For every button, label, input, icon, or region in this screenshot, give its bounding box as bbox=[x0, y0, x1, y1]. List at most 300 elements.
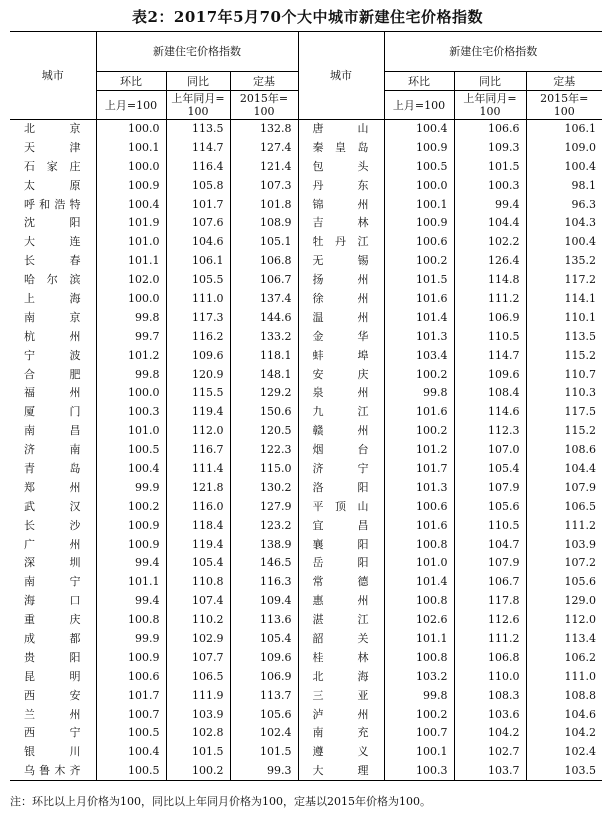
mom-cell: 103.4 bbox=[384, 346, 454, 365]
city-name-cell: 郑州 bbox=[24, 480, 82, 494]
yoy-cell: 111.0 bbox=[166, 290, 230, 309]
city-name-cell: 桂林 bbox=[298, 648, 384, 667]
city-name-cell: 赣州 bbox=[298, 422, 384, 441]
yoy-cell: 101.7 bbox=[166, 195, 230, 214]
city-name-cell: 海口 bbox=[24, 594, 82, 608]
city-name-cell: 徐州 bbox=[298, 290, 384, 309]
yoy-cell: 116.7 bbox=[166, 441, 230, 460]
table-row bbox=[10, 441, 602, 460]
mom-cell: 100.2 bbox=[384, 252, 454, 271]
base-cell: 105.6 bbox=[230, 705, 298, 724]
base-cell: 110.7 bbox=[526, 365, 602, 384]
city-name-cell: 常德 bbox=[298, 573, 384, 592]
mom-cell: 99.4 bbox=[96, 592, 166, 611]
base-cell: 108.9 bbox=[230, 214, 298, 233]
city-name-cell: 泸州 bbox=[298, 705, 384, 724]
yoy-cell: 111.9 bbox=[166, 686, 230, 705]
mom-cell: 101.3 bbox=[384, 327, 454, 346]
city-name-cell: 上海 bbox=[24, 291, 82, 305]
base-cell: 106.8 bbox=[230, 252, 298, 271]
yoy-cell: 111.2 bbox=[454, 290, 526, 309]
yoy-cell: 110.8 bbox=[166, 573, 230, 592]
city-name-cell: 三亚 bbox=[298, 686, 384, 705]
city-name-cell: 无锡 bbox=[298, 252, 384, 271]
yoy-cell: 104.6 bbox=[166, 233, 230, 252]
yoy-cell: 111.2 bbox=[454, 630, 526, 649]
header-yoy-left: 同比 bbox=[166, 72, 230, 91]
city-name-cell: 济宁 bbox=[298, 460, 384, 479]
table-row bbox=[10, 252, 602, 271]
yoy-cell: 120.9 bbox=[166, 365, 230, 384]
mom-cell: 100.9 bbox=[384, 138, 454, 157]
yoy-cell: 116.4 bbox=[166, 157, 230, 176]
mom-cell: 99.8 bbox=[384, 384, 454, 403]
base-cell: 114.1 bbox=[526, 290, 602, 309]
base-cell: 106.1 bbox=[526, 120, 602, 139]
yoy-cell: 104.2 bbox=[454, 724, 526, 743]
base-cell: 118.1 bbox=[230, 346, 298, 365]
city-name-cell: 北海 bbox=[298, 667, 384, 686]
mom-cell: 100.8 bbox=[384, 535, 454, 554]
mom-cell: 100.3 bbox=[96, 403, 166, 422]
base-cell: 138.9 bbox=[230, 535, 298, 554]
yoy-cell: 103.7 bbox=[454, 762, 526, 781]
mom-cell: 100.6 bbox=[96, 667, 166, 686]
mom-cell: 100.2 bbox=[384, 705, 454, 724]
mom-cell: 100.1 bbox=[96, 138, 166, 157]
yoy-cell: 112.0 bbox=[166, 422, 230, 441]
table-row bbox=[10, 630, 602, 649]
yoy-cell: 108.4 bbox=[454, 384, 526, 403]
base-cell: 129.0 bbox=[526, 592, 602, 611]
yoy-cell: 104.4 bbox=[454, 214, 526, 233]
base-cell: 146.5 bbox=[230, 554, 298, 573]
mom-cell: 99.9 bbox=[96, 478, 166, 497]
city-name-cell: 哈尔滨 bbox=[24, 273, 82, 287]
base-cell: 148.1 bbox=[230, 365, 298, 384]
yoy-cell: 105.5 bbox=[166, 271, 230, 290]
city-name-cell: 昆明 bbox=[24, 669, 82, 683]
table-row bbox=[10, 611, 602, 630]
city-name-cell: 南京 bbox=[24, 310, 82, 324]
city-name-cell: 北京 bbox=[24, 122, 82, 136]
base-cell: 109.0 bbox=[526, 138, 602, 157]
mom-cell: 100.4 bbox=[96, 195, 166, 214]
mom-cell: 101.5 bbox=[384, 271, 454, 290]
city-name-cell: 锦州 bbox=[298, 195, 384, 214]
base-cell: 130.2 bbox=[230, 478, 298, 497]
base-cell: 115.2 bbox=[526, 346, 602, 365]
table-row bbox=[10, 290, 602, 309]
yoy-cell: 104.7 bbox=[454, 535, 526, 554]
base-cell: 113.7 bbox=[230, 686, 298, 705]
mom-cell: 101.2 bbox=[96, 346, 166, 365]
table-row bbox=[10, 327, 602, 346]
mom-cell: 101.1 bbox=[96, 252, 166, 271]
base-cell: 104.6 bbox=[526, 705, 602, 724]
yoy-cell: 102.7 bbox=[454, 743, 526, 762]
city-name-cell: 平顶山 bbox=[298, 497, 384, 516]
yoy-cell: 109.6 bbox=[454, 365, 526, 384]
yoy-cell: 114.8 bbox=[454, 271, 526, 290]
mom-cell: 100.6 bbox=[384, 497, 454, 516]
city-name-cell: 长沙 bbox=[24, 518, 82, 532]
base-cell: 96.3 bbox=[526, 195, 602, 214]
mom-cell: 99.9 bbox=[96, 630, 166, 649]
table-row bbox=[10, 497, 602, 516]
base-cell: 116.3 bbox=[230, 573, 298, 592]
yoy-cell: 107.0 bbox=[454, 441, 526, 460]
base-cell: 120.5 bbox=[230, 422, 298, 441]
base-cell: 132.8 bbox=[230, 120, 298, 139]
table-row bbox=[10, 176, 602, 195]
header-city-left: 城市 bbox=[10, 32, 96, 120]
city-name-cell: 厦门 bbox=[24, 405, 82, 419]
base-cell: 100.4 bbox=[526, 157, 602, 176]
city-name-cell: 南充 bbox=[298, 724, 384, 743]
yoy-cell: 110.2 bbox=[166, 611, 230, 630]
city-name-cell: 呼和浩特 bbox=[24, 197, 82, 211]
mom-cell: 100.1 bbox=[384, 195, 454, 214]
city-name-cell: 福州 bbox=[24, 386, 82, 400]
yoy-cell: 107.9 bbox=[454, 554, 526, 573]
table-row bbox=[10, 195, 602, 214]
mom-cell: 100.3 bbox=[384, 762, 454, 781]
table-row bbox=[10, 762, 602, 781]
base-cell: 109.4 bbox=[230, 592, 298, 611]
base-cell: 117.2 bbox=[526, 271, 602, 290]
city-name-cell: 银川 bbox=[24, 745, 82, 759]
mom-cell: 101.6 bbox=[384, 290, 454, 309]
yoy-cell: 108.3 bbox=[454, 686, 526, 705]
mom-cell: 100.5 bbox=[96, 441, 166, 460]
city-name-cell: 宜昌 bbox=[298, 516, 384, 535]
table-row bbox=[10, 724, 602, 743]
mom-cell: 100.2 bbox=[96, 497, 166, 516]
base-cell: 98.1 bbox=[526, 176, 602, 195]
mom-cell: 101.2 bbox=[384, 441, 454, 460]
mom-cell: 101.1 bbox=[384, 630, 454, 649]
table-row bbox=[10, 592, 602, 611]
table-row bbox=[10, 648, 602, 667]
city-name-cell: 金华 bbox=[298, 327, 384, 346]
base-cell: 113.4 bbox=[526, 630, 602, 649]
city-name-cell: 宁波 bbox=[24, 348, 82, 362]
base-cell: 117.5 bbox=[526, 403, 602, 422]
yoy-cell: 113.5 bbox=[166, 120, 230, 139]
city-name-cell: 天津 bbox=[24, 140, 82, 154]
mom-cell: 101.9 bbox=[96, 214, 166, 233]
mom-cell: 100.0 bbox=[384, 176, 454, 195]
city-name-cell: 遵义 bbox=[298, 743, 384, 762]
header-base-sub-right: 2015年= 100 bbox=[526, 91, 602, 120]
table-row bbox=[10, 573, 602, 592]
mom-cell: 99.7 bbox=[96, 327, 166, 346]
city-name-cell: 济南 bbox=[24, 443, 82, 457]
base-cell: 115.0 bbox=[230, 460, 298, 479]
table-row bbox=[10, 667, 602, 686]
table-row bbox=[10, 516, 602, 535]
table-title: 表2：2017年5月70个大中城市新建住宅价格指数 bbox=[132, 8, 483, 26]
yoy-cell: 101.5 bbox=[166, 743, 230, 762]
city-name-cell: 丹东 bbox=[298, 176, 384, 195]
yoy-cell: 105.4 bbox=[166, 554, 230, 573]
mom-cell: 100.5 bbox=[96, 724, 166, 743]
city-name-cell: 杭州 bbox=[24, 329, 82, 343]
table-row bbox=[10, 365, 602, 384]
mom-cell: 101.1 bbox=[96, 573, 166, 592]
mom-cell: 100.8 bbox=[384, 648, 454, 667]
city-name-cell: 牡丹江 bbox=[298, 233, 384, 252]
table-row bbox=[10, 554, 602, 573]
base-cell: 150.6 bbox=[230, 403, 298, 422]
yoy-cell: 101.5 bbox=[454, 157, 526, 176]
base-cell: 107.2 bbox=[526, 554, 602, 573]
table-row bbox=[10, 308, 602, 327]
table-row bbox=[10, 233, 602, 252]
base-cell: 101.5 bbox=[230, 743, 298, 762]
header-mom-sub-left: 上月=100 bbox=[96, 91, 166, 120]
city-name-cell: 贵阳 bbox=[24, 650, 82, 664]
yoy-cell: 105.4 bbox=[454, 460, 526, 479]
base-cell: 104.4 bbox=[526, 460, 602, 479]
city-name-cell: 扬州 bbox=[298, 271, 384, 290]
mom-cell: 100.9 bbox=[96, 648, 166, 667]
yoy-cell: 110.0 bbox=[454, 667, 526, 686]
base-cell: 129.2 bbox=[230, 384, 298, 403]
mom-cell: 100.9 bbox=[96, 535, 166, 554]
yoy-cell: 119.4 bbox=[166, 403, 230, 422]
base-cell: 127.9 bbox=[230, 497, 298, 516]
yoy-cell: 106.7 bbox=[454, 573, 526, 592]
header-mom-sub-right: 上月=100 bbox=[384, 91, 454, 120]
mom-cell: 99.4 bbox=[96, 554, 166, 573]
mom-cell: 101.6 bbox=[384, 403, 454, 422]
yoy-cell: 119.4 bbox=[166, 535, 230, 554]
city-name-cell: 岳阳 bbox=[298, 554, 384, 573]
yoy-cell: 100.2 bbox=[166, 762, 230, 781]
base-cell: 144.6 bbox=[230, 308, 298, 327]
header-yoy-right: 同比 bbox=[454, 72, 526, 91]
header-base-sub-left: 2015年= 100 bbox=[230, 91, 298, 120]
mom-cell: 100.6 bbox=[384, 233, 454, 252]
table-row bbox=[10, 743, 602, 762]
yoy-cell: 110.5 bbox=[454, 327, 526, 346]
header-yoy-sub-left: 上年同月= 100 bbox=[166, 91, 230, 120]
base-cell: 105.6 bbox=[526, 573, 602, 592]
table-row bbox=[10, 214, 602, 233]
yoy-cell: 118.4 bbox=[166, 516, 230, 535]
yoy-cell: 126.4 bbox=[454, 252, 526, 271]
city-name-cell: 南宁 bbox=[24, 575, 82, 589]
base-cell: 108.6 bbox=[526, 441, 602, 460]
yoy-cell: 102.8 bbox=[166, 724, 230, 743]
mom-cell: 100.5 bbox=[384, 157, 454, 176]
base-cell: 108.8 bbox=[526, 686, 602, 705]
base-cell: 111.0 bbox=[526, 667, 602, 686]
base-cell: 106.7 bbox=[230, 271, 298, 290]
base-cell: 105.1 bbox=[230, 233, 298, 252]
mom-cell: 100.1 bbox=[384, 743, 454, 762]
base-cell: 106.5 bbox=[526, 497, 602, 516]
city-name-cell: 乌鲁木齐 bbox=[10, 762, 96, 781]
city-name-cell: 重庆 bbox=[24, 613, 82, 627]
base-cell: 115.2 bbox=[526, 422, 602, 441]
base-cell: 127.4 bbox=[230, 138, 298, 157]
header-base-right: 定基 bbox=[526, 72, 602, 91]
table-row bbox=[10, 384, 602, 403]
base-cell: 103.5 bbox=[526, 762, 602, 781]
yoy-cell: 102.9 bbox=[166, 630, 230, 649]
base-cell: 107.3 bbox=[230, 176, 298, 195]
mom-cell: 100.0 bbox=[96, 384, 166, 403]
base-cell: 106.2 bbox=[526, 648, 602, 667]
city-name-cell: 青岛 bbox=[24, 461, 82, 475]
city-name-cell: 襄阳 bbox=[298, 535, 384, 554]
yoy-cell: 109.3 bbox=[454, 138, 526, 157]
city-name-cell: 武汉 bbox=[24, 499, 82, 513]
yoy-cell: 112.3 bbox=[454, 422, 526, 441]
mom-cell: 100.7 bbox=[96, 705, 166, 724]
base-cell: 99.3 bbox=[230, 762, 298, 781]
mom-cell: 100.4 bbox=[384, 120, 454, 139]
city-name-cell: 太原 bbox=[24, 178, 82, 192]
mom-cell: 100.0 bbox=[96, 120, 166, 139]
mom-cell: 101.0 bbox=[96, 422, 166, 441]
city-name-cell: 合肥 bbox=[24, 367, 82, 381]
mom-cell: 101.0 bbox=[384, 554, 454, 573]
city-name-cell: 西宁 bbox=[24, 726, 82, 740]
mom-cell: 100.2 bbox=[384, 365, 454, 384]
city-name-cell: 蚌埠 bbox=[298, 346, 384, 365]
table-row bbox=[10, 271, 602, 290]
base-cell: 102.4 bbox=[526, 743, 602, 762]
yoy-cell: 117.3 bbox=[166, 308, 230, 327]
base-cell: 133.2 bbox=[230, 327, 298, 346]
city-name-cell: 大理 bbox=[298, 762, 384, 781]
price-index-table bbox=[10, 31, 602, 781]
base-cell: 111.2 bbox=[526, 516, 602, 535]
yoy-cell: 116.0 bbox=[166, 497, 230, 516]
table-row bbox=[10, 346, 602, 365]
mom-cell: 100.2 bbox=[384, 422, 454, 441]
yoy-cell: 106.6 bbox=[454, 120, 526, 139]
yoy-cell: 115.5 bbox=[166, 384, 230, 403]
base-cell: 102.4 bbox=[230, 724, 298, 743]
base-cell: 100.4 bbox=[526, 233, 602, 252]
city-name-cell: 广州 bbox=[24, 537, 82, 551]
base-cell: 113.6 bbox=[230, 611, 298, 630]
yoy-cell: 107.6 bbox=[166, 214, 230, 233]
mom-cell: 100.5 bbox=[96, 762, 166, 781]
city-name-cell: 安庆 bbox=[298, 365, 384, 384]
mom-cell: 101.3 bbox=[384, 478, 454, 497]
table-row bbox=[10, 422, 602, 441]
mom-cell: 100.9 bbox=[96, 516, 166, 535]
mom-cell: 101.7 bbox=[96, 686, 166, 705]
table-row bbox=[10, 535, 602, 554]
table-row bbox=[10, 120, 602, 139]
city-name-cell: 秦皇岛 bbox=[298, 138, 384, 157]
table-row bbox=[10, 460, 602, 479]
table-row bbox=[10, 138, 602, 157]
city-name-cell: 泉州 bbox=[298, 384, 384, 403]
city-name-cell: 洛阳 bbox=[298, 478, 384, 497]
base-cell: 106.9 bbox=[230, 667, 298, 686]
yoy-cell: 121.8 bbox=[166, 478, 230, 497]
yoy-cell: 99.4 bbox=[454, 195, 526, 214]
yoy-cell: 114.6 bbox=[454, 403, 526, 422]
mom-cell: 102.6 bbox=[384, 611, 454, 630]
base-cell: 122.3 bbox=[230, 441, 298, 460]
mom-cell: 100.9 bbox=[384, 214, 454, 233]
base-cell: 105.4 bbox=[230, 630, 298, 649]
mom-cell: 101.4 bbox=[384, 308, 454, 327]
mom-cell: 99.8 bbox=[96, 365, 166, 384]
header-city-right: 城市 bbox=[298, 32, 384, 120]
city-name-cell: 唐山 bbox=[298, 120, 384, 139]
table-row bbox=[10, 478, 602, 497]
city-name-cell: 吉林 bbox=[298, 214, 384, 233]
mom-cell: 102.0 bbox=[96, 271, 166, 290]
city-name-cell: 温州 bbox=[298, 308, 384, 327]
base-cell: 109.6 bbox=[230, 648, 298, 667]
yoy-cell: 107.9 bbox=[454, 478, 526, 497]
city-name-cell: 大连 bbox=[24, 235, 82, 249]
mom-cell: 100.8 bbox=[96, 611, 166, 630]
footnote: 注：环比以上月价格为100，同比以上年同月价格为100，定基以2015年价格为100。 bbox=[10, 795, 431, 808]
city-name-cell: 韶关 bbox=[298, 630, 384, 649]
mom-cell: 100.9 bbox=[96, 176, 166, 195]
mom-cell: 99.8 bbox=[384, 686, 454, 705]
yoy-cell: 105.6 bbox=[454, 497, 526, 516]
yoy-cell: 114.7 bbox=[166, 138, 230, 157]
city-name-cell: 南昌 bbox=[24, 424, 82, 438]
mom-cell: 101.6 bbox=[384, 516, 454, 535]
base-cell: 104.2 bbox=[526, 724, 602, 743]
base-cell: 110.1 bbox=[526, 308, 602, 327]
yoy-cell: 106.9 bbox=[454, 308, 526, 327]
yoy-cell: 114.7 bbox=[454, 346, 526, 365]
table-row bbox=[10, 705, 602, 724]
city-name-cell: 成都 bbox=[24, 631, 82, 645]
yoy-cell: 109.6 bbox=[166, 346, 230, 365]
mom-cell: 100.4 bbox=[96, 743, 166, 762]
mom-cell: 101.0 bbox=[96, 233, 166, 252]
mom-cell: 100.4 bbox=[96, 460, 166, 479]
mom-cell: 100.0 bbox=[96, 157, 166, 176]
base-cell: 104.3 bbox=[526, 214, 602, 233]
yoy-cell: 103.6 bbox=[454, 705, 526, 724]
city-name-cell: 九江 bbox=[298, 403, 384, 422]
city-name-cell: 兰州 bbox=[24, 707, 82, 721]
mom-cell: 101.4 bbox=[384, 573, 454, 592]
city-name-cell: 包头 bbox=[298, 157, 384, 176]
mom-cell: 100.8 bbox=[384, 592, 454, 611]
table-row bbox=[10, 403, 602, 422]
header-mom-right: 环比 bbox=[384, 72, 454, 91]
yoy-cell: 106.8 bbox=[454, 648, 526, 667]
yoy-cell: 107.4 bbox=[166, 592, 230, 611]
mom-cell: 101.7 bbox=[384, 460, 454, 479]
base-cell: 107.9 bbox=[526, 478, 602, 497]
header-group-left: 新建住宅价格指数 bbox=[96, 32, 298, 72]
city-name-cell: 深圳 bbox=[24, 556, 82, 570]
base-cell: 135.2 bbox=[526, 252, 602, 271]
mom-cell: 100.7 bbox=[384, 724, 454, 743]
city-name-cell: 惠州 bbox=[298, 592, 384, 611]
table-row bbox=[10, 686, 602, 705]
